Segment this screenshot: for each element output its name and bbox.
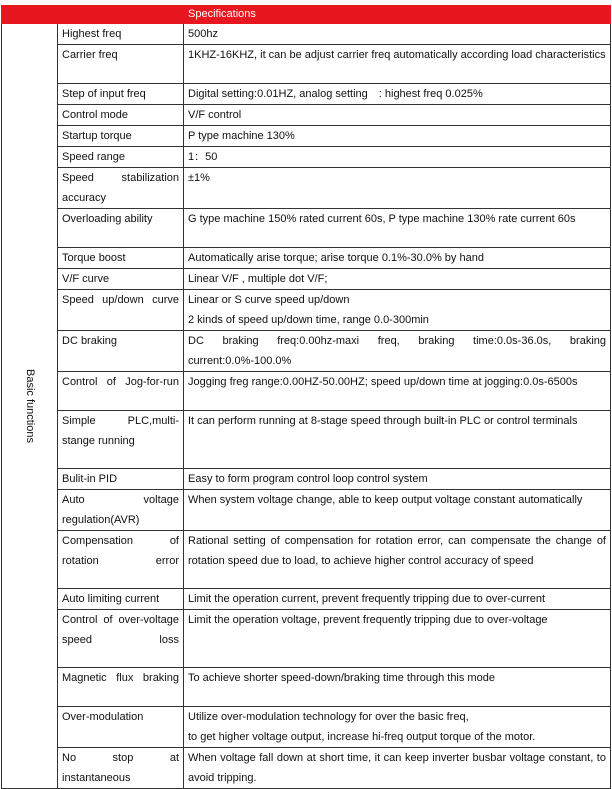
table-header-row <box>2 6 611 24</box>
parameter-description: When voltage fall down at short time, it can keep inverter busbar voltage constant, to avoid tripping. <box>184 748 611 789</box>
table-row <box>2 748 611 789</box>
parameter-name: Control of Jog-for-run <box>58 372 184 411</box>
parameter-name: Carrier freq <box>58 45 184 84</box>
parameter-name: Bulit-in PID <box>58 469 184 490</box>
table-row <box>2 331 611 372</box>
parameter-name: Highest freq <box>58 24 184 45</box>
parameter-name: Control of over-voltage speed loss <box>58 610 184 668</box>
parameter-name: V/F curve <box>58 269 184 290</box>
parameter-description: It can perform running at 8-stage speed through built-in PLC or control terminals <box>184 411 611 469</box>
parameter-description: ±1% <box>184 168 611 209</box>
parameter-description: To achieve shorter speed-down/braking time through this mode <box>184 668 611 707</box>
specifications-table <box>1 5 611 789</box>
header-blank-cell-2 <box>58 6 184 24</box>
parameter-description: Linear V/F , multiple dot V/F; <box>184 269 611 290</box>
table-row <box>2 168 611 209</box>
parameter-description: Linear or S curve speed up/down 2 kinds of speed up/down time, range 0.0-300min <box>184 290 611 331</box>
parameter-name: Auto voltage regulation(AVR) <box>58 490 184 531</box>
parameter-description: 1：50 <box>184 147 611 168</box>
parameter-name: Overloading ability <box>58 209 184 248</box>
table-row <box>2 668 611 707</box>
parameter-description: Digital setting:0.01HZ, analog setting : highest freq 0.025% <box>184 84 611 105</box>
table-row <box>2 209 611 248</box>
table-row <box>2 147 611 168</box>
table-row <box>2 45 611 84</box>
parameter-name: Speed stabilization accuracy <box>58 168 184 209</box>
parameter-name: Over-modulation <box>58 707 184 748</box>
parameter-name: Magnetic flux braking <box>58 668 184 707</box>
table-row <box>2 84 611 105</box>
parameter-description: Limit the operation voltage, prevent frequently tripping due to over-voltage <box>184 610 611 668</box>
table-row <box>2 290 611 331</box>
parameter-description: G type machine 150% rated current 60s, P type machine 130% rate current 60s <box>184 209 611 248</box>
table-row <box>2 469 611 490</box>
parameter-name: Torque boost <box>58 248 184 269</box>
table-row <box>2 610 611 668</box>
table-row <box>2 372 611 411</box>
parameter-name: Simple PLC,multi-stange running <box>58 411 184 469</box>
table-row <box>2 531 611 589</box>
parameter-name: DC braking <box>58 331 184 372</box>
table-row <box>2 105 611 126</box>
parameter-name: No stop at instantaneous <box>58 748 184 789</box>
table-row <box>2 707 611 748</box>
parameter-description: Utilize over-modulation technology for over the basic freq, to get higher voltage output, increase hi-freq output torque of the motor. <box>184 707 611 748</box>
parameter-description: Automatically arise torque; arise torque 0.1%-30.0% by hand <box>184 248 611 269</box>
table-row <box>2 24 611 45</box>
parameter-name: Speed range <box>58 147 184 168</box>
parameter-description: V/F control <box>184 105 611 126</box>
parameter-name: Control mode <box>58 105 184 126</box>
parameter-name: Step of input freq <box>58 84 184 105</box>
parameter-description: Easy to form program control loop control system <box>184 469 611 490</box>
parameter-name: Auto limiting current <box>58 589 184 610</box>
parameter-description: Jogging freg range:0.00HZ-50.00HZ; speed up/down time at jogging:0.0s-6500s <box>184 372 611 411</box>
parameter-description: 500hz <box>184 24 611 45</box>
table-row <box>2 589 611 610</box>
parameter-description: P type machine 130% <box>184 126 611 147</box>
table-row <box>2 269 611 290</box>
parameter-description: Limit the operation current, prevent frequently tripping due to over-current <box>184 589 611 610</box>
table-row <box>2 411 611 469</box>
parameter-description: DC braking freq:0.00hz-maxi freq, braking time:0.0s-36.0s, braking current:0.0%-100.0% <box>184 331 611 372</box>
parameter-description: When system voltage change, able to keep output voltage constant automatically <box>184 490 611 531</box>
header-title: Specifications <box>184 6 611 24</box>
header-blank-cell <box>2 6 58 24</box>
table-row <box>2 490 611 531</box>
parameter-name: Speed up/down curve <box>58 290 184 331</box>
category-cell <box>2 24 58 789</box>
table-row <box>2 248 611 269</box>
parameter-description: Rational setting of compensation for rotation error, can compensate the change of rotation speed due to load, to achieve higher control accuracy of speed <box>184 531 611 589</box>
category-label: Basic functions <box>23 369 36 443</box>
parameter-name: Startup torque <box>58 126 184 147</box>
parameter-description: 1KHZ-16KHZ, it can be adjust carrier freq automatically according load characteristics <box>184 45 611 84</box>
table-row <box>2 126 611 147</box>
parameter-name: Compensation of rotation error <box>58 531 184 589</box>
